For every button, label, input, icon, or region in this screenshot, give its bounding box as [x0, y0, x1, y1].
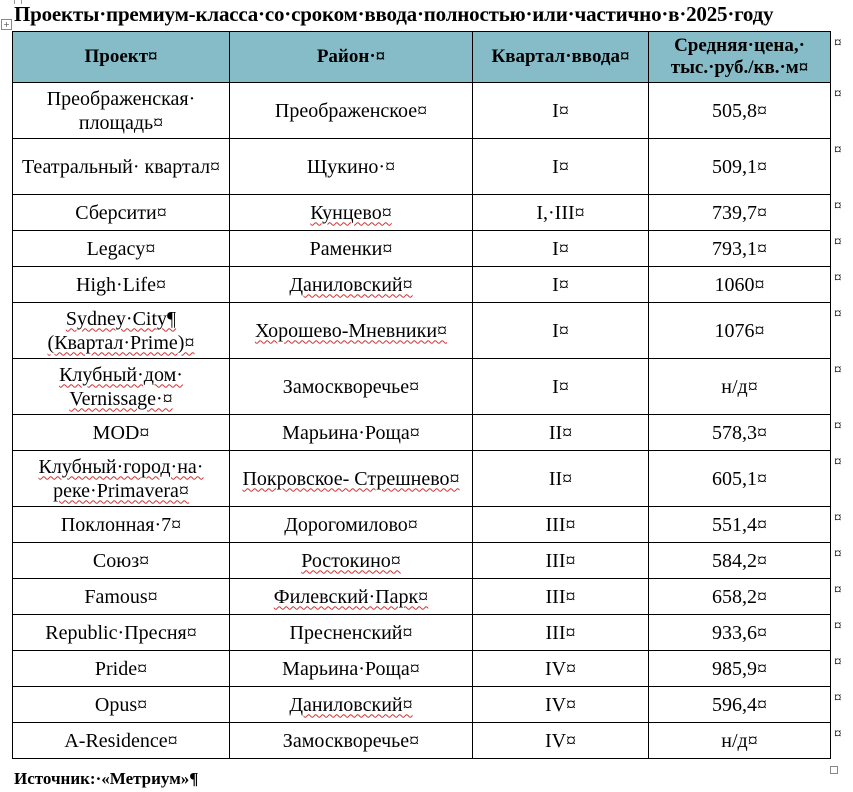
cell-district[interactable]: [230, 651, 473, 687]
cell-quarter[interactable]: [473, 651, 649, 687]
cell-project[interactable]: [13, 303, 230, 359]
cell-price[interactable]: [649, 451, 831, 507]
cell-district-text: Даниловский¤: [289, 273, 413, 296]
cell-quarter-text: I¤: [552, 155, 569, 178]
cell-quarter[interactable]: [473, 687, 649, 723]
cell-district-text: Раменки¤: [309, 237, 393, 260]
table-resize-handle[interactable]: [830, 766, 838, 774]
table-row: [13, 195, 831, 231]
table-row: [13, 615, 831, 651]
cell-project-text: Союз¤: [92, 549, 150, 572]
cell-project-text: Клубный·дом· Vernissage·¤: [59, 363, 183, 410]
cell-price-text: 578,3¤: [712, 421, 767, 444]
projects-table: [12, 31, 831, 759]
cell-price[interactable]: [649, 195, 831, 231]
cell-quarter-text: III¤: [545, 513, 576, 536]
cell-district[interactable]: [230, 303, 473, 359]
cell-price[interactable]: [649, 267, 831, 303]
cell-district-text: Покровское- Стрешнево¤: [242, 467, 460, 490]
cell-quarter[interactable]: [473, 267, 649, 303]
cell-project-text: Famous¤: [84, 585, 158, 608]
cell-price[interactable]: [649, 507, 831, 543]
cell-district-text: Марьина·Роща¤: [282, 657, 420, 680]
cell-price[interactable]: [649, 415, 831, 451]
cell-quarter-text: IV¤: [544, 693, 577, 716]
cell-price[interactable]: [649, 303, 831, 359]
cell-project[interactable]: [13, 579, 230, 615]
cell-project[interactable]: [13, 723, 230, 759]
table-row: [13, 267, 831, 303]
move-cross-icon[interactable]: +: [1, 19, 12, 30]
cell-project[interactable]: [13, 359, 230, 415]
cell-price-text: 584,2¤: [712, 549, 767, 572]
row-end-mark: ¤: [834, 270, 842, 286]
cell-project-text: Театральный· квартал¤: [21, 155, 221, 178]
cell-price-text: 985,9¤: [712, 657, 767, 680]
row-end-mark: ¤: [834, 546, 842, 562]
cell-district[interactable]: [230, 231, 473, 267]
cell-district[interactable]: [230, 415, 473, 451]
cell-project-text: Republic·Пресня¤: [45, 621, 197, 644]
cell-price[interactable]: [649, 359, 831, 415]
cell-district[interactable]: [230, 723, 473, 759]
table-header-row: [13, 32, 831, 83]
cell-district-text: Пресненский¤: [289, 621, 413, 644]
cell-price-text: 1060¤: [714, 273, 765, 296]
cell-district-text: Кунцево¤: [310, 201, 392, 224]
cell-quarter-text: I,·III¤: [536, 201, 585, 224]
cell-project-text: Opus¤: [94, 693, 148, 716]
cell-price[interactable]: [649, 543, 831, 579]
cell-district[interactable]: [230, 267, 473, 303]
cell-district[interactable]: [230, 195, 473, 231]
cell-project[interactable]: [13, 231, 230, 267]
row-end-mark: ¤: [834, 654, 842, 670]
cell-quarter[interactable]: [473, 139, 649, 195]
cell-project-text: MOD¤: [92, 421, 150, 444]
cell-project[interactable]: [13, 451, 230, 507]
row-end-mark: ¤: [834, 454, 842, 470]
cell-price-text: 605,1¤: [712, 467, 767, 490]
cell-price[interactable]: [649, 687, 831, 723]
cell-price-text: 505,8¤: [712, 99, 767, 122]
cell-quarter[interactable]: [473, 543, 649, 579]
cell-district[interactable]: [230, 579, 473, 615]
cell-district[interactable]: [230, 359, 473, 415]
table-row: [13, 579, 831, 615]
cell-quarter[interactable]: [473, 415, 649, 451]
cell-district-text: Дорогомилово¤: [284, 513, 418, 536]
cell-project[interactable]: [13, 139, 230, 195]
cell-quarter-text: II¤: [548, 421, 573, 444]
cell-district[interactable]: [230, 615, 473, 651]
cell-quarter-text: I¤: [552, 237, 569, 260]
cell-project[interactable]: [13, 83, 230, 139]
cell-quarter-text: IV¤: [544, 729, 577, 752]
row-end-mark: ¤: [834, 362, 842, 378]
cell-quarter-text: IV¤: [544, 657, 577, 680]
cell-district-text: Марьина·Роща¤: [282, 421, 420, 444]
cell-project[interactable]: [13, 267, 230, 303]
row-end-mark: ¤: [834, 86, 842, 102]
header-district[interactable]: Район·¤: [230, 32, 473, 83]
cell-quarter[interactable]: [473, 231, 649, 267]
cell-project[interactable]: [13, 507, 230, 543]
cell-district-text: Филевский·Парк¤: [273, 585, 429, 608]
table-row: [13, 139, 831, 195]
cell-district-text: Замоскворечье¤: [282, 375, 420, 398]
cell-quarter[interactable]: [473, 359, 649, 415]
cell-project-text: High·Life¤: [76, 273, 166, 296]
row-end-mark: ¤: [834, 35, 842, 51]
table-row: [13, 723, 831, 759]
cell-project[interactable]: [13, 195, 230, 231]
cell-quarter[interactable]: [473, 615, 649, 651]
table-row: [13, 415, 831, 451]
cell-price[interactable]: [649, 615, 831, 651]
cell-project[interactable]: [13, 687, 230, 723]
cell-project-text: Сберсити¤: [75, 201, 167, 224]
row-end-mark: ¤: [834, 306, 842, 322]
cell-quarter-text: III¤: [545, 549, 576, 572]
cell-district-text: Даниловский¤: [289, 693, 413, 716]
cell-project[interactable]: [13, 615, 230, 651]
cell-quarter[interactable]: [473, 507, 649, 543]
cell-district[interactable]: [230, 687, 473, 723]
cell-district[interactable]: [230, 83, 473, 139]
row-end-mark: ¤: [834, 198, 842, 214]
cell-project-text: A-Residence¤: [64, 729, 178, 752]
cell-district-text: Ростокино¤: [301, 549, 401, 572]
table-row: [13, 231, 831, 267]
cell-district-text: Хорошево-Мневники¤: [254, 319, 448, 342]
row-end-mark: ¤: [834, 618, 842, 634]
header-price[interactable]: Средняя·цена,· тыс.·руб./кв.·м¤: [649, 32, 831, 83]
table-row: [13, 543, 831, 579]
row-end-mark: ¤: [834, 234, 842, 250]
cell-quarter-text: III¤: [545, 585, 576, 608]
cell-price-text: 551,4¤: [712, 513, 767, 536]
cell-project-text: Поклонная·7¤: [60, 513, 182, 536]
cell-price-text: 739,7¤: [712, 201, 767, 224]
cell-price[interactable]: [649, 83, 831, 139]
cell-project-text: Sydney·City¶ (Квартал·Prime)¤: [47, 307, 195, 354]
cell-price-text: н/д¤: [721, 729, 758, 752]
table-row: [13, 83, 831, 139]
cell-district-text: Преображенское¤: [274, 99, 428, 122]
cell-price-text: 509,1¤: [712, 155, 767, 178]
cell-price[interactable]: [649, 579, 831, 615]
cell-price-text: н/д¤: [721, 375, 758, 398]
row-end-mark: ¤: [834, 510, 842, 526]
cell-project[interactable]: [13, 415, 230, 451]
header-quarter[interactable]: Квартал·ввода¤: [473, 32, 649, 83]
cell-price[interactable]: [649, 139, 831, 195]
source-note: Источник:·«Метриум»¶: [14, 769, 199, 788]
cell-price-text: 1076¤: [714, 319, 765, 342]
table-row: [13, 507, 831, 543]
cell-quarter[interactable]: [473, 451, 649, 507]
cell-project-text: Pride¤: [94, 657, 148, 680]
cell-district[interactable]: [230, 451, 473, 507]
row-end-mark: ¤: [834, 582, 842, 598]
cell-quarter[interactable]: [473, 83, 649, 139]
row-end-mark: ¤: [834, 142, 842, 158]
header-project[interactable]: Проект¤: [13, 32, 230, 83]
cell-price[interactable]: [649, 723, 831, 759]
cell-project-text: Legacy¤: [86, 237, 156, 260]
cell-quarter-text: I¤: [552, 99, 569, 122]
cell-quarter-text: I¤: [552, 319, 569, 342]
cell-project[interactable]: [13, 543, 230, 579]
table-caption: Проекты·премиум-класса·со·сроком·ввода·полностью·или·частично·в·2025·году: [14, 2, 774, 26]
cell-project[interactable]: [13, 651, 230, 687]
cell-price-text: 596,4¤: [712, 693, 767, 716]
table-row: [13, 651, 831, 687]
table-row: [13, 359, 831, 415]
cell-quarter-text: II¤: [548, 467, 573, 490]
cell-price-text: 933,6¤: [712, 621, 767, 644]
table-row: [13, 303, 831, 359]
row-end-mark: ¤: [834, 726, 842, 742]
cell-district[interactable]: [230, 139, 473, 195]
cell-quarter-text: I¤: [552, 375, 569, 398]
cell-quarter[interactable]: [473, 303, 649, 359]
cell-project-text: Преображенская· площадь¤: [46, 87, 196, 134]
cell-quarter-text: III¤: [545, 621, 576, 644]
cell-district-text: Замоскворечье¤: [282, 729, 420, 752]
cell-quarter-text: I¤: [552, 273, 569, 296]
cell-price-text: 658,2¤: [712, 585, 767, 608]
table-row: [13, 451, 831, 507]
cell-district[interactable]: [230, 543, 473, 579]
row-end-mark: ¤: [834, 418, 842, 434]
cell-project-text: Клубный·город·на· реке·Primavera¤: [38, 455, 204, 502]
cell-price[interactable]: [649, 651, 831, 687]
cell-quarter[interactable]: [473, 579, 649, 615]
cell-quarter[interactable]: [473, 195, 649, 231]
row-end-mark: ¤: [834, 690, 842, 706]
cell-district-text: Щукино·¤: [306, 155, 396, 178]
table-row: [13, 687, 831, 723]
cell-district[interactable]: [230, 507, 473, 543]
cell-price-text: 793,1¤: [712, 237, 767, 260]
cell-price[interactable]: [649, 231, 831, 267]
cell-quarter[interactable]: [473, 723, 649, 759]
